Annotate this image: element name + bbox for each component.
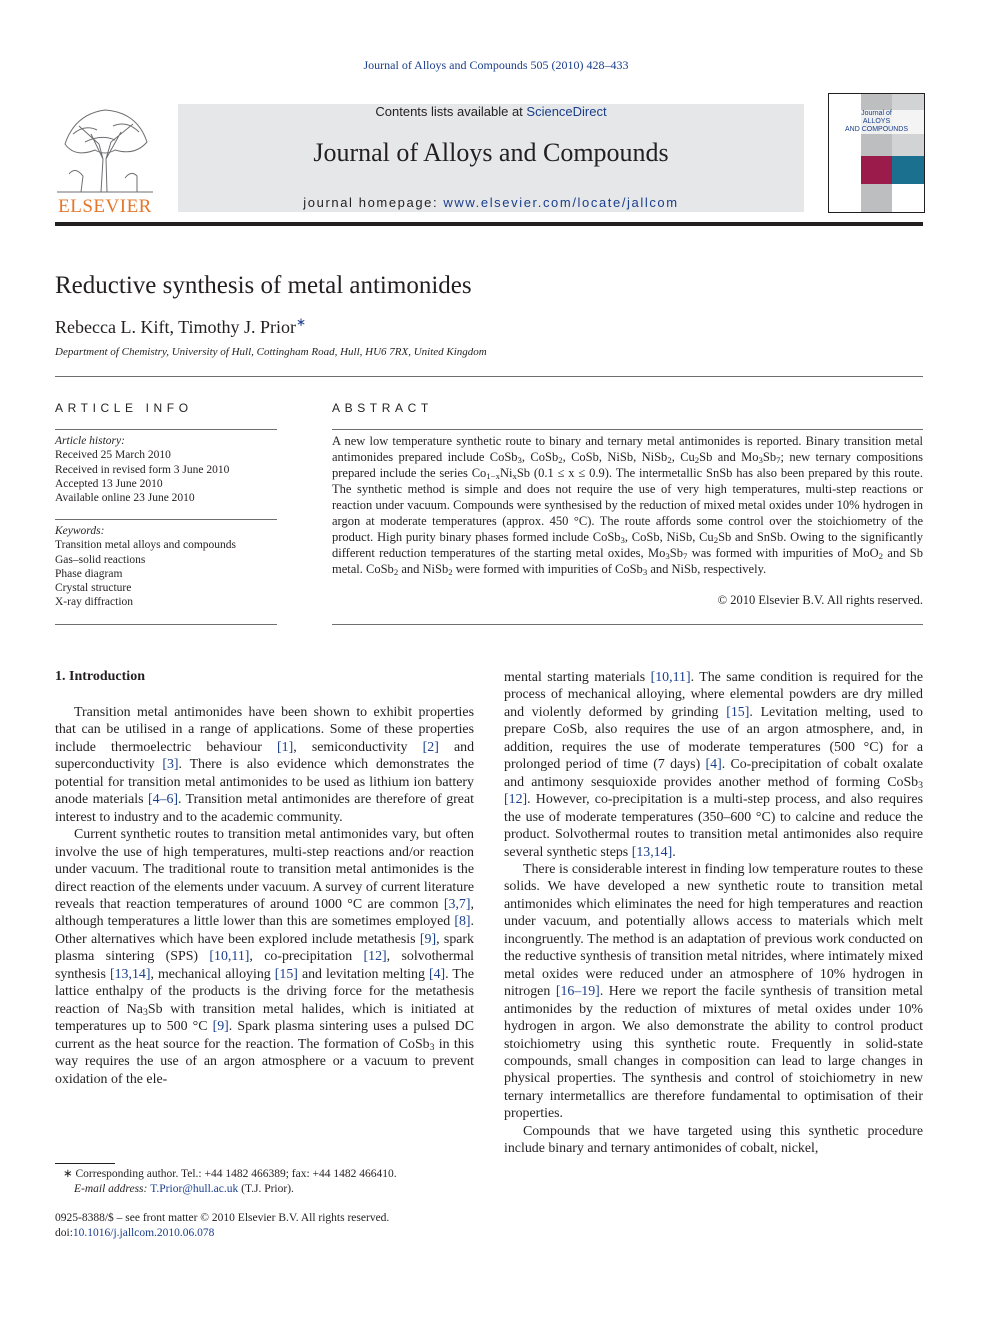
- abstract-rule-bottom: [332, 624, 923, 625]
- copyright-notice: © 2010 Elsevier B.V. All rights reserved.: [717, 593, 923, 607]
- ref-link[interactable]: [12]: [504, 792, 528, 808]
- ref-link[interactable]: [4]: [705, 757, 722, 773]
- elsevier-wordmark: ELSEVIER: [58, 196, 152, 217]
- abstract-heading: ABSTRACT: [332, 401, 433, 415]
- journal-homepage: journal homepage: www.elsevier.com/locate/jallcom: [303, 195, 679, 210]
- ref-link[interactable]: [15]: [726, 704, 750, 720]
- journal-title: Journal of Alloys and Compounds: [313, 138, 669, 167]
- ref-link[interactable]: [13,14]: [109, 966, 151, 982]
- footnote-rule: [55, 1163, 115, 1164]
- ref-link[interactable]: [16–19]: [555, 984, 600, 1000]
- ref-link[interactable]: [4–6]: [147, 792, 179, 808]
- ref-link[interactable]: [10,11]: [650, 670, 691, 685]
- contents-line: Contents lists available at ScienceDirect: [375, 104, 607, 119]
- intro-paragraph-4: Compounds that we have targeted using this synthetic procedure include binary and ternary antimonides of cobalt, nickel,: [504, 1123, 923, 1157]
- body-column-left: [55, 704, 474, 1088]
- cover-title: Journal of ALLOYS AND COMPOUNDS: [829, 110, 924, 134]
- intro-paragraph-1: Transition metal antimonides have been shown to exhibit properties that can be utilised in a range of applications. Some of these properties include thermoelectric behaviour [1], semiconductivity [2] and superconductivity [3]. There is also evidence which demonstrates the potential for transition metal antimonides to be used as lithium ion battery anode materials [4–6]. Transition metal antimonides are therefore of great interest to industry and to the academic community.: [55, 705, 475, 825]
- cover-teal-block: [892, 156, 924, 184]
- cover-magenta-block: [861, 156, 892, 184]
- elsevier-logo[interactable]: [55, 104, 155, 216]
- email-link[interactable]: T.Prior@hull.ac.uk: [150, 1182, 239, 1195]
- elsevier-tree-icon: [55, 104, 155, 194]
- body-column-right: [504, 669, 923, 1158]
- ref-link[interactable]: [12]: [363, 949, 387, 965]
- ref-link[interactable]: [13,14]: [631, 844, 673, 860]
- issn-doi-block: 0925-8388/$ – see front matter © 2010 Elsevier B.V. All rights reserved. doi:10.1016/j.jallcom.2010.06.078: [55, 1212, 390, 1239]
- ref-link[interactable]: [8]: [454, 914, 471, 930]
- title-rule: [55, 376, 923, 377]
- info-rule-2: [55, 519, 277, 520]
- ref-link[interactable]: [15]: [274, 966, 298, 982]
- ref-link[interactable]: [3,7]: [443, 896, 471, 912]
- header-rule: [55, 222, 923, 226]
- info-rule-3: [55, 624, 277, 625]
- keywords: Keywords: Transition metal alloys and compounds Gas–solid reactions Phase diagram Crystal structure X-ray diffraction: [55, 525, 237, 609]
- journal-citation[interactable]: Journal of Alloys and Compounds 505 (2010) 428–433: [363, 58, 629, 72]
- author-list: Rebecca L. Kift, Timothy J. Prior∗: [55, 315, 307, 337]
- intro-paragraph-3: There is considerable interest in finding low temperature routes to these solids. We have developed a new synthetic route to transition metal antimonides which eliminates the need for high temperatures and reaction under vacuum, and potentially allows access to materials which melt incongruently. The method is an adaptation of previous work conducted on the reductive synthesis of transition metal nitrides, where intimately mixed metal oxides were reduced under an atmosphere of 10% hydrogen in nitrogen [16–19]. Here we report the facile synthesis of transition metal antimonides by the reduction of mixtures of metal oxides under 10% hydrogen in argon. We also demonstrate the ability to control product stoichiometry using this synthetic route. Frequently in solid-state compounds, small changes in composition can lead to large changes in physical properties. The synthesis and control of stoichiometry in new ternary intermetallics are therefore fundamental to optimisation of their properties.: [504, 861, 923, 1122]
- ref-link[interactable]: [9]: [419, 931, 437, 947]
- corresponding-author-footnote: ∗ Corresponding author. Tel.: +44 1482 466389; fax: +44 1482 466410. E-mail address: T.Prior@hull.ac.uk (T.J. Prior).: [63, 1168, 397, 1195]
- abstract-rule-top: [332, 429, 923, 430]
- info-rule-1: [55, 429, 277, 430]
- intro-paragraph-2-continued: mental starting materials [10,11]. The same condition is required for the process of mechanical alloying, where elemental powders are dry milled and violently deformed by grinding [15]. Levitation melting, used to prepare CoSb, also requires the use of an argon atmosphere, and, in addition, requires the use of moderate temperatures (500 °C) for a prolonged period of time (7 days) [4]. Co-precipitation of cobalt oxalate and antimony sesquioxide provides another method of forming CoSb$_3$ [12]. However, co-precipitation is a multi-step process, and also requires the use of moderate temperatures (350–600 °C) to calcine and reduce the product. Solvothermal routes to transition metal antimonides also require several synthetic steps [13,14].: [504, 670, 924, 860]
- affiliation: Department of Chemistry, University of Hull, Cottingham Road, Hull, HU6 7RX, United Kingdom: [55, 346, 487, 358]
- ref-link[interactable]: [2]: [422, 739, 439, 755]
- article-title: Reductive synthesis of metal antimonides: [55, 272, 472, 299]
- ref-link[interactable]: [10,11]: [209, 949, 250, 965]
- intro-paragraph-2: Current synthetic routes to transition metal antimonides vary, but often involve the use of high temperatures, multi-step reactions and/or reaction under vacuum. The traditional route to transition metal antimonides is the direct reaction of the elements under vacuum. A survey of current literature reveals that reaction temperatures of around 1000 °C are common [3,7], although temperatures a little lower than this are sometimes employed [8]. Other alternatives which have been explored include metathesis [9], spark plasma sintering (SPS) [10,11], co-precipitation [12], solvothermal synthesis [13,14], mechanical alloying [15] and levitation melting [4]. The lattice enthalpy of the products is the driving force for the metathesis reaction of $Na_3Sb$ with transition metal halides, which is initiated at temperatures up to 500 °C [9]. Spark plasma sintering uses a pulsed DC current as the heat source for the reaction. The formation of CoSb$_3$ in this way requires the use of an argon atmosphere or a vacuum to prevent oxidation of the ele-: [55, 827, 474, 1087]
- ref-link[interactable]: [4]: [428, 966, 446, 982]
- article-history: Article history: Received 25 March 2010 Received in revised form 3 June 2010 Accepted 13 June 2010 Available online 23 June 2010: [55, 435, 230, 505]
- abstract-text: A new low temperature synthetic route to binary and ternary metal antimonides is reported. Binary transition metal antimonides prepared include CoSb$_3$, CoSb$_2$, CoSb, NiSb, NiSb$_2$, $Cu_2Sb$ and $Mo_3Sb_7$; new ternary compositions prepared include the series $Co_{1-x}Ni_xSb$ (0.1 ≤ x ≤ 0.9). The intermetallic SnSb has also been prepared by this route. The synthetic method is simple and does not require the use of very high temperatures, multi-step reactions or reaction under vacuum. Compounds were synthesised by the reduction of mixed metal oxides under 10% hydrogen in argon at moderate temperatures (approx. 450 °C). The route affords some control over the stoichiometry of the product. High purity binary phases formed include CoSb$_3$, CoSb, NiSb, $Cu_2Sb$ and SnSb. Owing to the significantly different reduction temperatures of the starting metal oxides, $Mo_3Sb_7$ was formed with impurities of MoO$_2$ and Sb metal. CoSb$_2$ and NiSb$_2$ were formed with impurities of CoSb$_3$ and NiSb, respectively.: [332, 434, 923, 577]
- journal-cover[interactable]: [828, 93, 925, 213]
- homepage-link[interactable]: www.elsevier.com/locate/jallcom: [443, 195, 679, 210]
- corresponding-author-link[interactable]: ∗: [296, 315, 307, 329]
- journal-masthead: [178, 104, 804, 212]
- ref-link[interactable]: [1]: [277, 739, 294, 755]
- article-info-heading: ARTICLE INFO: [55, 401, 193, 415]
- ref-link[interactable]: [3]: [162, 757, 179, 773]
- section-heading-introduction: 1. Introduction: [55, 669, 145, 684]
- ref-link[interactable]: [9]: [212, 1019, 229, 1035]
- sciencedirect-link[interactable]: ScienceDirect: [526, 104, 607, 119]
- doi-link[interactable]: 10.1016/j.jallcom.2010.06.078: [72, 1226, 215, 1239]
